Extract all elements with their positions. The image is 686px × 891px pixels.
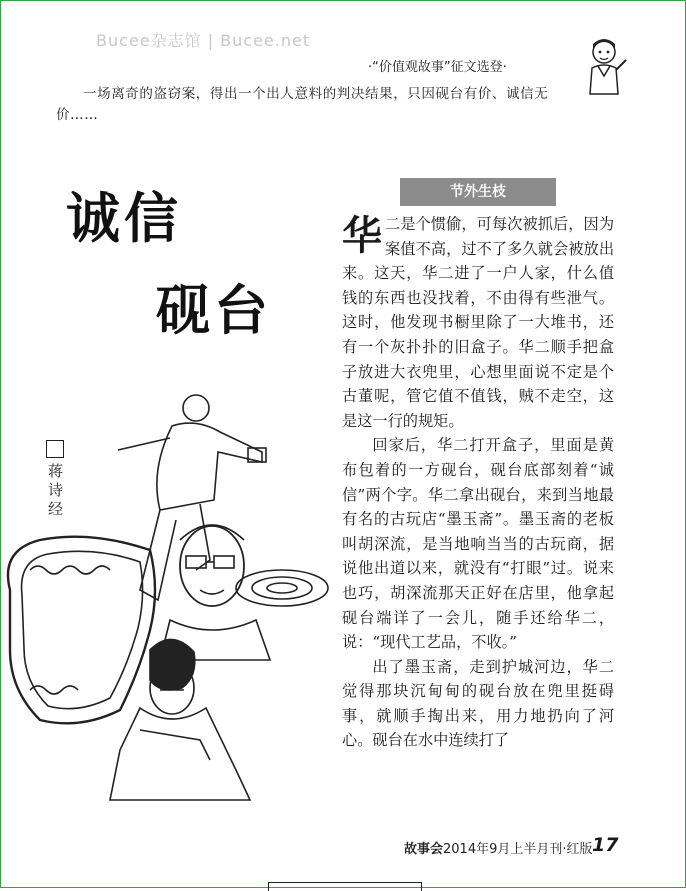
magazine-brand: 故事会 [404, 842, 444, 857]
watermark: Bucee杂志馆 | Bucee.net [96, 31, 311, 50]
mascot-icon [578, 36, 630, 96]
author-name: 蒋诗经 [48, 462, 64, 518]
title-line-1: 诚信 [66, 186, 182, 250]
issue-label: 2014年9月上半月刊·红版 [443, 842, 593, 857]
article-paragraph-3: 出了墨玉斋，走到护城河边，华二觉得那块沉甸甸的砚台放在兜里挺碍事，就顺手掏出来，用力地扔向了河心。砚台在水中连续打了 [342, 657, 614, 750]
intro-text: 一场离奇的盗窃案，得出一个出人意料的判决结果，只因砚台有价、诚信无价…… [56, 86, 549, 123]
footer [404, 838, 593, 857]
bottom-tab [268, 882, 422, 891]
article-paragraph-1: 二是个惯偷，可每次被抓后，因为案值不高，过不了多久就会被放出来。这天，华二进了一户人家，什么值钱的东西也没找着，不由得有些泄气。这时，他发现书橱里除了一大堆书，还有一个灰扑扑的旧盒子。华二顺手把盒子放进大衣兜里，心想里面说不定是个古董呢，管它值不值钱，贼不走空，这是这一行的规矩。 [342, 215, 614, 430]
contest-heading: ·“价值观故事”征文选登· [368, 60, 507, 75]
title-line-2: 砚台 [156, 278, 272, 342]
dropcap: 华 [342, 212, 382, 259]
article-paragraph-2: 回家后，华二打开盒子，里面是黄布包着的一方砚台，砚台底部刻着“诚信”两个字。华二拿出砚台，来到当地最有名的古玩店“墨玉斋”。墨玉斋的老板叫胡深流，是当地响当当的古玩商，据说他出道以来，就没有“打眼”过。说来也巧，胡深流那天正好在店里，他拿起砚台端详了一会儿，随手还给华二，说：“现代工艺品，不收。” [342, 436, 614, 652]
article-body [342, 212, 614, 753]
illustration [0, 390, 340, 810]
page-number: 17 [592, 834, 619, 856]
section-tag: 节外生枝 [400, 178, 556, 206]
